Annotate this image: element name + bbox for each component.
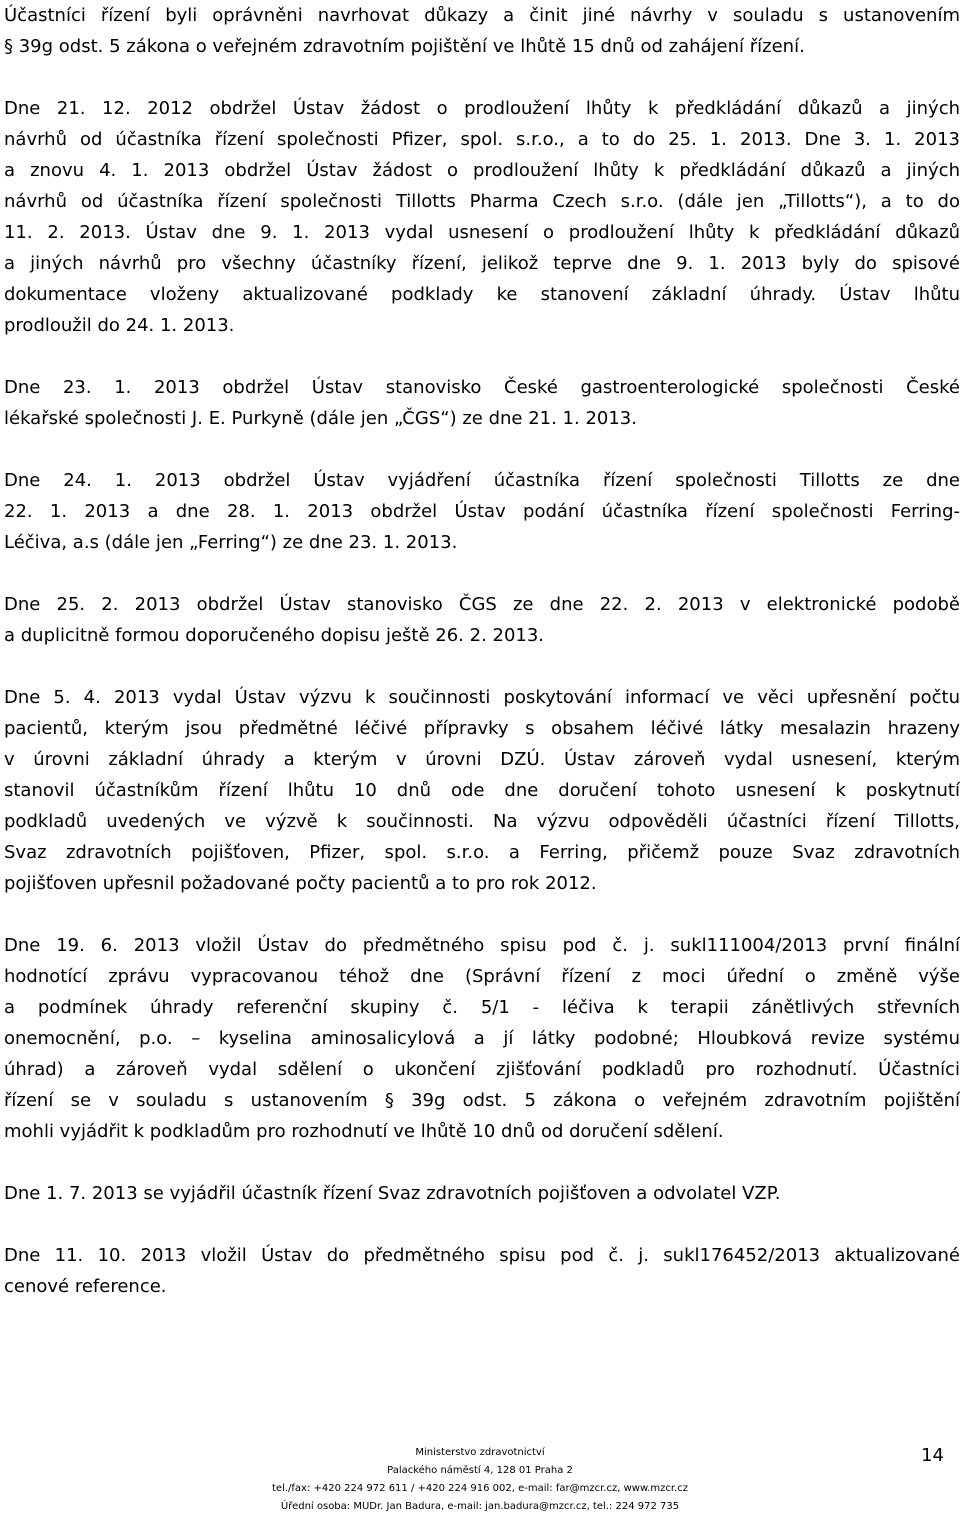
text-line: v úrovni základní úhrady a kterým v úrovni DZÚ. Ústav zároveň vydal usnesení, kterým: [4, 749, 960, 770]
paragraph: [4, 465, 960, 558]
document-page: [4, 0, 960, 1302]
text-line: a podmínek úhrady referenční skupiny č. 5/1 - léčiva k terapii zánětlivých střevních: [4, 997, 960, 1018]
paragraph-gap: [4, 899, 960, 930]
paragraph-gap: [4, 341, 960, 372]
text-line: a duplicitně formou doporučeného dopisu ještě 26. 2. 2013.: [4, 625, 545, 646]
text-line: Dne 1. 7. 2013 se vyjádřil účastník řízení Svaz zdravotních pojišťoven a odvolatel VZP.: [4, 1183, 781, 1204]
paragraph: [4, 1240, 960, 1302]
paragraph-gap: [4, 434, 960, 465]
footer-address: Palackého náměstí 4, 128 01 Praha 2: [387, 1465, 573, 1476]
text-line: Léčiva, a.s (dále jen „Ferring“) ze dne 23. 1. 2013.: [4, 532, 458, 553]
text-line: § 39g odst. 5 zákona o veřejném zdravotním pojištění ve lhůtě 15 dnů od zahájení řízení.: [4, 36, 805, 57]
text-line: Dne 24. 1. 2013 obdržel Ústav vyjádření účastníka řízení společnosti Tillotts ze dne: [4, 470, 960, 491]
text-line: návrhů od účastníka řízení společnosti Tillotts Pharma Czech s.r.o. (dále jen „Tillotts“), a to do: [4, 191, 960, 212]
text-line: Dne 23. 1. 2013 obdržel Ústav stanovisko České gastroenterologické společnosti České: [4, 377, 960, 398]
paragraph: [4, 589, 960, 651]
text-line: onemocnění, p.o. – kyselina aminosalicylová a jí látky podobné; Hloubková revize systému: [4, 1028, 960, 1049]
text-line: dokumentace vloženy aktualizované podklady ke stanovení základní úhrady. Ústav lhůtu: [4, 284, 960, 305]
text-line: 22. 1. 2013 a dne 28. 1. 2013 obdržel Ústav podání účastníka řízení společnosti Ferring-: [4, 501, 960, 522]
footer-ministry-name: Ministerstvo zdravotnictví: [415, 1447, 545, 1458]
paragraph-gap: [4, 1209, 960, 1240]
text-line: prodloužil do 24. 1. 2013.: [4, 315, 235, 336]
text-line: Dne 19. 6. 2013 vložil Ústav do předmětného spisu pod č. j. sukl111004/2013 první finální: [4, 935, 960, 956]
paragraph-gap: [4, 558, 960, 589]
footer-contact-block: [0, 1444, 960, 1516]
text-line: návrhů od účastníka řízení společnosti Pfizer, spol. s.r.o., a to do 25. 1. 2013. Dne 3. 1. 2013: [4, 129, 960, 150]
paragraph: [4, 930, 960, 1147]
text-line: úhrad) a zároveň vydal sdělení o ukončení zjišťování podkladů pro rozhodnutí. Účastníci: [4, 1059, 960, 1080]
paragraph: [4, 372, 960, 434]
text-line: Dne 21. 12. 2012 obdržel Ústav žádost o prodloužení lhůty k předkládání důkazů a jiných: [4, 98, 960, 119]
page-number: 14: [921, 1445, 944, 1466]
paragraph-gap: [4, 651, 960, 682]
paragraph-gap: [4, 1147, 960, 1178]
text-line: Svaz zdravotních pojišťoven, Pfizer, spol. s.r.o. a Ferring, přičemž pouze Svaz zdravotních: [4, 842, 960, 863]
text-line: Dne 11. 10. 2013 vložil Ústav do předmětného spisu pod č. j. sukl176452/2013 aktualizované: [4, 1245, 960, 1266]
text-line: a jiných návrhů pro všechny účastníky řízení, jelikož teprve dne 9. 1. 2013 byly do spisové: [4, 253, 960, 274]
paragraph-gap: [4, 62, 960, 93]
footer-official-contact: Úřední osoba: MUDr. Jan Badura, e-mail: jan.badura@mzcr.cz, tel.: 224 972 735: [280, 1501, 680, 1512]
paragraph: [4, 93, 960, 341]
text-line: cenové reference.: [4, 1276, 167, 1297]
text-line: hodnotící zprávu vypracovanou téhož dne (Správní řízení z moci úřední o změně výše: [4, 966, 960, 987]
footer-phone-email: tel./fax: +420 224 972 611 / +420 224 916 002, e-mail: far@mzcr.cz, www.mzcr.cz: [272, 1483, 688, 1494]
text-line: Účastníci řízení byli oprávněni navrhovat důkazy a činit jiné návrhy v souladu s ustanovením: [4, 5, 960, 26]
paragraph: [4, 0, 960, 62]
text-line: lékařské společnosti J. E. Purkyně (dále jen „ČGS“) ze dne 21. 1. 2013.: [4, 408, 637, 429]
text-line: 11. 2. 2013. Ústav dne 9. 1. 2013 vydal usnesení o prodloužení lhůty k předkládání důkazů: [4, 222, 960, 243]
text-line: řízení se v souladu s ustanovením § 39g odst. 5 zákona o veřejném zdravotním pojištění: [4, 1090, 960, 1111]
text-line: Dne 25. 2. 2013 obdržel Ústav stanovisko ČGS ze dne 22. 2. 2013 v elektronické podobě: [4, 594, 960, 615]
text-line: pojišťoven upřesnil požadované počty pacientů a to pro rok 2012.: [4, 873, 597, 894]
text-line: a znovu 4. 1. 2013 obdržel Ústav žádost o prodloužení lhůty k předkládání důkazů a jiných: [4, 160, 960, 181]
paragraph: [4, 682, 960, 899]
text-line: pacientů, kterým jsou předmětné léčivé přípravky s obsahem léčivé látky mesalazin hrazeny: [4, 718, 960, 739]
text-line: Dne 5. 4. 2013 vydal Ústav výzvu k součinnosti poskytování informací ve věci upřesnění počtu: [4, 687, 960, 708]
text-line: stanovil účastníkům řízení lhůtu 10 dnů ode dne doručení tohoto usnesení k poskytnutí: [4, 780, 960, 801]
paragraph: [4, 1178, 960, 1209]
text-line: mohli vyjádřit k podkladům pro rozhodnutí ve lhůtě 10 dnů od doručení sdělení.: [4, 1121, 724, 1142]
text-line: podkladů uvedených ve výzvě k součinnosti. Na výzvu odpověděli účastníci řízení Tillotts,: [4, 811, 960, 832]
